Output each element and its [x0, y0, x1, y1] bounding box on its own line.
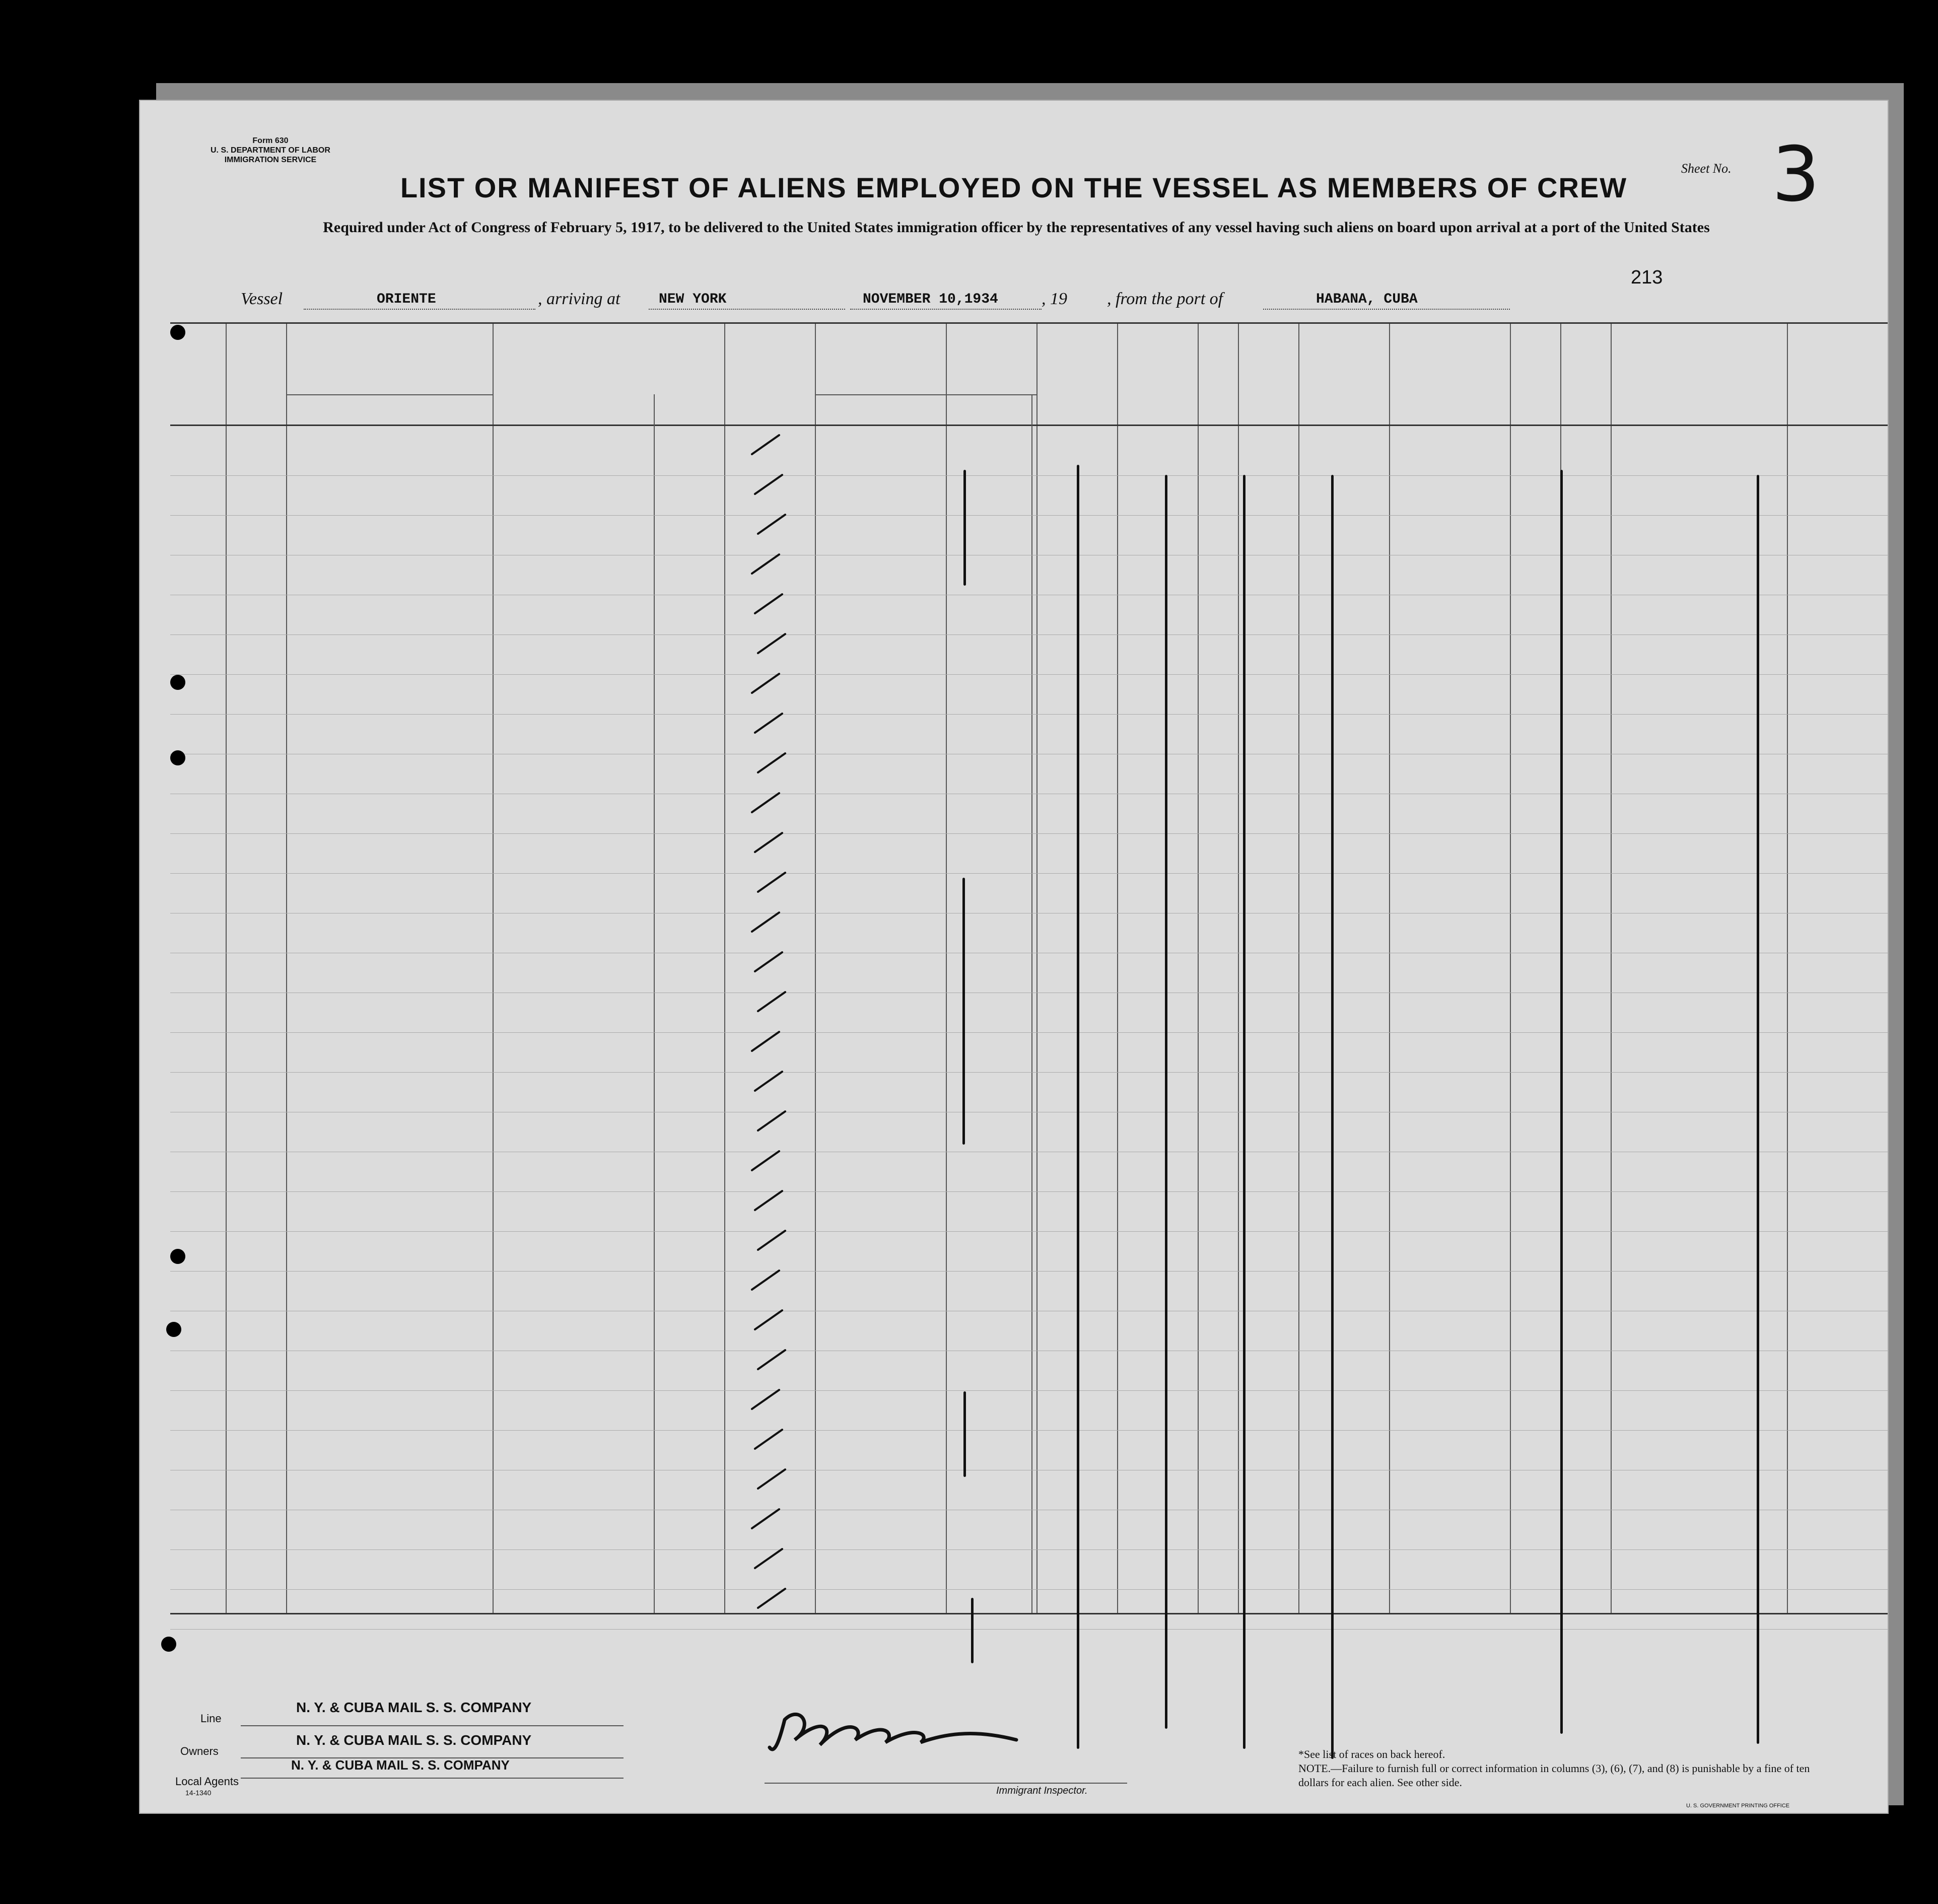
- column-divider: [1389, 324, 1390, 1613]
- from-port-underline: [1263, 309, 1510, 310]
- arriving-port: NEW YORK: [659, 292, 727, 307]
- row-rule: [170, 714, 1888, 715]
- service-tick-mark: [753, 1428, 784, 1450]
- service-tick-mark: [753, 1189, 784, 1211]
- department-name: U. S. DEPARTMENT OF LABOR: [211, 146, 330, 155]
- row-rule: [170, 833, 1888, 834]
- agents-underline: [241, 1778, 624, 1779]
- service-tick-mark: [756, 1349, 787, 1370]
- binder-hole: [161, 1637, 176, 1652]
- service-tick-mark: [750, 1269, 781, 1291]
- owners-label: Owners: [180, 1745, 219, 1757]
- column-divider: [1238, 324, 1239, 1613]
- name-subheader-divider: [286, 394, 493, 395]
- inspector-underline: [765, 1783, 1127, 1784]
- service-name: IMMIGRATION SERVICE: [224, 156, 317, 164]
- line-underline: [241, 1725, 624, 1726]
- from-port: HABANA, CUBA: [1316, 292, 1418, 307]
- nationality-ditto: [1560, 470, 1563, 1734]
- agents-value: N. Y. & CUBA MAIL S. S. COMPANY: [291, 1757, 510, 1773]
- service-tick-mark: [750, 553, 781, 575]
- binder-hole: [170, 675, 185, 690]
- service-tick-mark: [756, 632, 787, 654]
- service-tick-mark: [753, 473, 784, 495]
- service-tick-mark: [756, 1468, 787, 1490]
- header-divider: [170, 425, 1888, 426]
- row-rule: [170, 1390, 1888, 1391]
- inspector-signature: [765, 1684, 1026, 1760]
- penalty-note: NOTE.—Failure to furnish full or correct information in columns (3), (6), (7), and (8) is punishable by a fine of ten dollars for each alien. See other side.: [1298, 1762, 1810, 1789]
- printer-imprint: U. S. GOVERNMENT PRINTING OFFICE: [1686, 1803, 1790, 1809]
- agents-label: Local Agents: [175, 1775, 239, 1788]
- races-note: *See list of races on back hereof.: [1298, 1748, 1445, 1760]
- column-divider: [815, 324, 816, 1613]
- row-rule: [170, 1549, 1888, 1550]
- binder-hole: [170, 750, 185, 765]
- column-divider: [1036, 324, 1037, 1613]
- service-tick-mark: [753, 951, 784, 972]
- row-rule: [170, 1589, 1888, 1590]
- service-tick-mark: [750, 672, 781, 694]
- vessel-label: Vessel: [241, 290, 283, 308]
- shipped-when-ditto: [962, 878, 965, 1145]
- service-tick-mark: [756, 871, 787, 893]
- service-tick-mark: [750, 1150, 781, 1171]
- vessel-name: ORIENTE: [377, 292, 436, 307]
- column-divider: [1787, 324, 1788, 1613]
- service-tick-mark: [756, 1110, 787, 1132]
- service-tick-mark: [753, 1070, 784, 1092]
- service-tick-mark: [756, 1587, 787, 1609]
- service-tick-mark: [753, 1309, 784, 1330]
- row-rule: [170, 1191, 1888, 1192]
- row-rule: [170, 1072, 1888, 1073]
- service-tick-mark: [753, 712, 784, 734]
- vessel-underline: [304, 309, 535, 310]
- service-tick-mark: [756, 513, 787, 535]
- service-tick-mark: [753, 831, 784, 853]
- column-divider: [493, 324, 494, 1613]
- row-rule: [170, 475, 1888, 476]
- page-title: LIST OR MANIFEST OF ALIENS EMPLOYED ON THE VESSEL AS MEMBERS OF CREW: [400, 172, 1628, 203]
- form-code: 14-1340: [185, 1789, 212, 1797]
- sex-ditto: [1331, 475, 1334, 1759]
- form-number: Form 630: [252, 136, 289, 145]
- column-divider: [1611, 324, 1612, 1613]
- crew-table: [170, 322, 1888, 1614]
- from-port-label: , from the port of: [1107, 290, 1223, 308]
- service-tick-mark: [750, 911, 781, 933]
- shipped-when-ditto: [963, 470, 966, 586]
- binder-hole: [170, 325, 185, 340]
- service-tick-mark: [750, 1508, 781, 1529]
- binder-hole: [166, 1322, 181, 1337]
- row-rule: [170, 515, 1888, 516]
- service-tick-mark: [756, 991, 787, 1012]
- arrival-date: NOVEMBER 10,1934: [863, 292, 998, 307]
- sheet-number-label: Sheet No.: [1681, 161, 1732, 176]
- paid-off-ditto: [1165, 475, 1167, 1729]
- sheet-number-value: 3: [1772, 131, 1820, 219]
- column-divider: [1298, 324, 1299, 1613]
- row-rule: [170, 1430, 1888, 1431]
- date-underline: [850, 309, 1042, 310]
- form-identifier: [211, 136, 330, 165]
- line-value: N. Y. & CUBA MAIL S. S. COMPANY: [296, 1700, 532, 1715]
- able-to-read-ditto: [1243, 475, 1245, 1749]
- column-divider: [226, 324, 227, 1613]
- binder-hole: [170, 1249, 185, 1264]
- page-subtitle: Required under Act of Congress of February 5, 1917, to be delivered to the United States immigration officer by the representatives of any vessel having such aliens on board upon arrival at a port of the United States: [323, 219, 1710, 236]
- shipped-when-ditto: [971, 1598, 974, 1663]
- column-divider: [724, 324, 725, 1613]
- column-divider: [1510, 324, 1511, 1613]
- physical-marks-ditto: [1757, 475, 1759, 1744]
- column-divider: [286, 324, 287, 1613]
- row-rule: [170, 674, 1888, 675]
- service-tick-mark: [756, 1229, 787, 1251]
- footnotes: [1298, 1747, 1842, 1790]
- service-tick-mark: [750, 792, 781, 813]
- service-tick-mark: [750, 434, 781, 455]
- arriving-label: , arriving at: [538, 290, 620, 308]
- arriving-underline: [649, 309, 845, 310]
- row-rule: [170, 1032, 1888, 1033]
- inspector-label: Immigrant Inspector.: [996, 1785, 1088, 1796]
- column-divider: [1117, 324, 1118, 1613]
- shipped-where-ditto: [1077, 465, 1079, 1749]
- line-label: Line: [200, 1712, 222, 1725]
- row-rule: [170, 1271, 1888, 1272]
- row-rule: [170, 873, 1888, 874]
- service-tick-mark: [753, 593, 784, 614]
- manifest-sheet: [140, 101, 1888, 1813]
- year-label: , 19: [1042, 290, 1067, 308]
- shipped-subheader-divider: [815, 394, 1036, 395]
- owners-value: N. Y. & CUBA MAIL S. S. COMPANY: [296, 1732, 532, 1748]
- service-tick-mark: [753, 1547, 784, 1569]
- service-tick-mark: [750, 1388, 781, 1410]
- row-rule: [170, 1629, 1888, 1630]
- document-number: 213: [1631, 267, 1663, 288]
- column-divider: [1198, 324, 1199, 1613]
- shipped-when-ditto: [963, 1391, 966, 1477]
- row-rule: [170, 634, 1888, 635]
- row-rule: [170, 1231, 1888, 1232]
- column-divider: [946, 324, 947, 1613]
- service-tick-mark: [750, 1030, 781, 1052]
- service-tick-mark: [756, 752, 787, 773]
